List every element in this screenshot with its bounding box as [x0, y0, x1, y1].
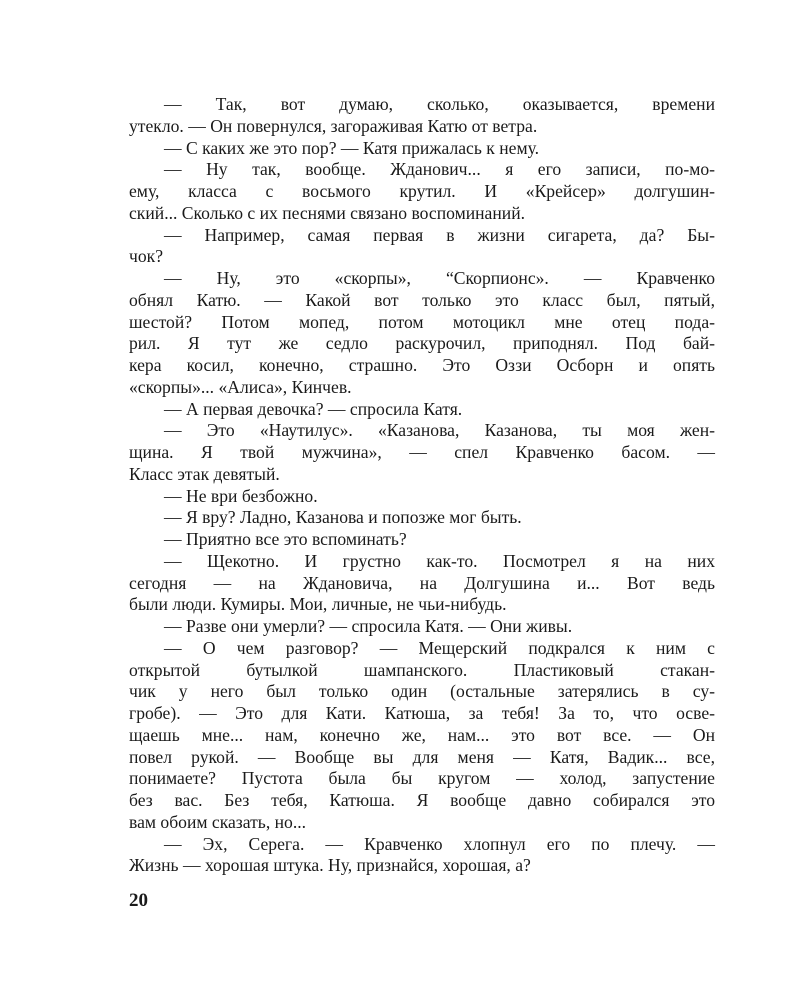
text-line: — Так, вот думаю, сколько, оказывается, времени	[164, 94, 715, 114]
text-line: — Ну, это «скорпы», “Скорпионс». — Кравченко	[164, 268, 715, 288]
text-line: рил. Я тут же седло раскурочил, приподнял. Под бай-	[129, 333, 715, 354]
text-line: — Эх, Серега. — Кравченко хлопнул его по плечу. —	[164, 833, 715, 854]
text-line: щаешь мне... нам, конечно же, нам... это вот все. — Он	[129, 724, 715, 745]
text-line: понимаете? Пустота была бы кругом — холод, запустение	[129, 768, 715, 789]
text-line: — С каких же это пор? — Катя прижалась к нему.	[164, 137, 540, 158]
text-line: чок?	[129, 246, 164, 267]
text-line: — Ну так, вообще. Жданович... я его записи, по-мо-	[164, 159, 715, 180]
text-line: сегодня — на Ждановича, на Долгушина и... Вот ведь	[129, 572, 715, 593]
text-line: повел рукой. — Вообще вы для меня — Катя, Вадик... все,	[129, 746, 715, 767]
text-line: открытой бутылкой шампанского. Пластиковый стакан-	[129, 659, 715, 680]
page-number: 20	[129, 890, 148, 911]
text-line: — Разве они умерли? — спросила Катя. — Они живы.	[164, 616, 573, 636]
text-line: Жизнь — хорошая штука. Ну, признайся, хорошая, а?	[129, 855, 531, 876]
text-line: Класс этак девятый.	[129, 463, 280, 484]
text-line: были люди. Кумиры. Мои, личные, не чьи-нибудь.	[129, 594, 507, 615]
text-line: ский... Сколько с их песнями связано воспоминаний.	[129, 202, 526, 223]
text-line: «скорпы»... «Алиса», Кинчев.	[129, 376, 352, 397]
page-body-text	[129, 94, 715, 877]
text-line: — А первая девочка? — спросила Катя.	[164, 398, 463, 419]
text-line: чик у него был только один (остальные затерялись в су-	[129, 681, 715, 702]
text-line: — Это «Наутилус». «Казанова, Казанова, ты моя жен-	[164, 420, 715, 441]
text-line: щина. Я твой мужчина», — спел Кравченко басом. —	[129, 442, 715, 462]
text-line: вам обоим сказать, но...	[129, 811, 307, 832]
text-line: без вас. Без тебя, Катюша. Я вообще давно собирался это	[129, 790, 715, 810]
text-line: — Например, самая первая в жизни сигарета, да? Бы-	[164, 224, 715, 245]
text-line: — Я вру? Ладно, Казанова и попозже мог быть.	[164, 507, 522, 528]
text-line: — Щекотно. И грустно как-то. Посмотрел я на них	[164, 550, 715, 571]
text-line: утекло. — Он повернулся, загораживая Катю от ветра.	[129, 115, 538, 136]
text-line: — О чем разговор? — Мещерский подкрался к ним с	[164, 637, 715, 658]
text-line: — Не ври безбожно.	[164, 485, 318, 506]
text-line: шестой? Потом мопед, потом мотоцикл мне отец пода-	[129, 311, 715, 332]
text-line: — Приятно все это вспоминать?	[164, 529, 407, 549]
text-line: ему, класса с восьмого крутил. И «Крейсер» долгушин-	[129, 181, 715, 201]
text-line: кера косил, конечно, страшно. Это Оззи Осборн и опять	[129, 355, 715, 375]
text-line: гробе). — Это для Кати. Катюша, за тебя! За то, что осве-	[129, 703, 715, 723]
text-line: обнял Катю. — Какой вот только это класс был, пятый,	[129, 289, 715, 310]
